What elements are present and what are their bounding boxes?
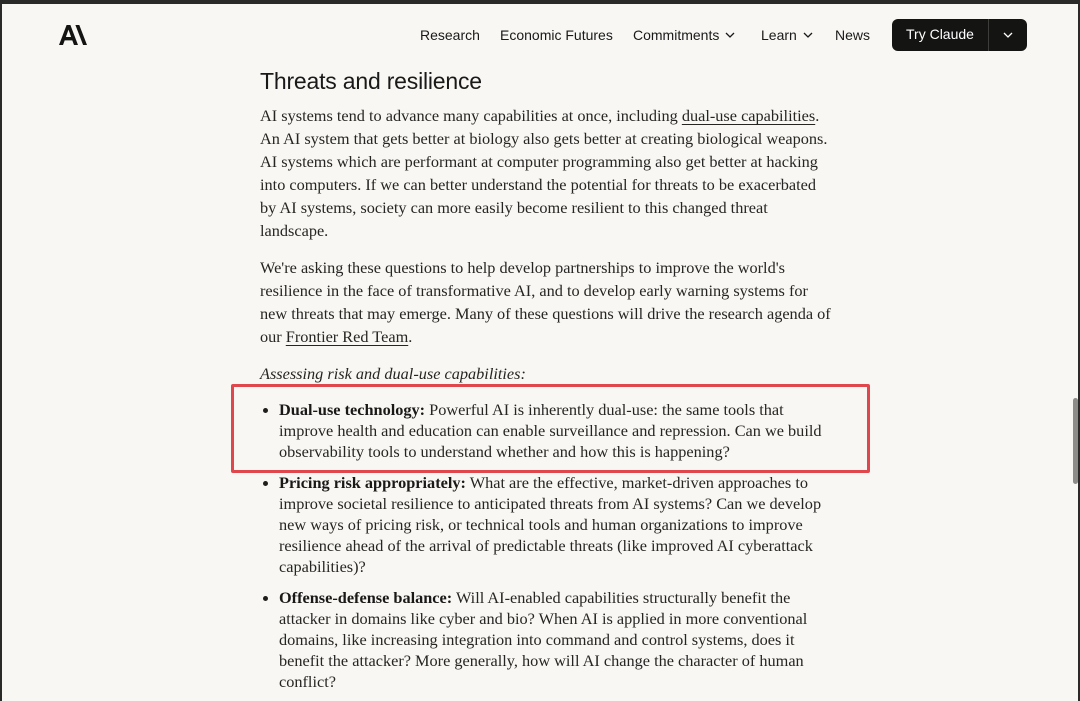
list-item-term: Pricing risk appropriately: [279,473,466,492]
anthropic-logo-icon [58,24,88,46]
chevron-down-icon [1003,31,1013,39]
try-claude-dropdown-button[interactable] [989,19,1027,51]
try-claude-button[interactable]: Try Claude [906,26,974,42]
nav-link-learn[interactable] [761,26,813,44]
list-intro-label: Assessing risk and dual-use capabilities: [260,364,526,383]
list-item-description: Will AI-enabled capabilities structurally benefit the attacker in domains like cyber and bio? When AI is applied in more conventional domains, like increasing integration into command and control systems, does it benefit the attacker? More generally, how will AI change the character of human conflict? [279,588,808,691]
paragraph-text: We're asking these questions to help develop partnerships to improve the world's resilience in the face of transformative AI, and to develop early warning systems for new threats that may emerge. Many of these questions will drive the research agenda of our [260,258,831,346]
paragraph-text: . [408,327,413,346]
nav-link-commitments-label: Commitments [633,27,720,43]
nav-link-learn-label: Learn [761,27,797,43]
paragraph-text: . An AI system that gets better at biology also gets better at creating biological weapons. AI systems which are performant at computer programming also get better at hacking into computers. If we can better understand the potential for threats to be exacerbated by AI systems, society can more easily become resilient to this changed threat landscape. [260,106,828,240]
nav-link-research[interactable]: Research [420,27,480,43]
nav-link-economic-futures[interactable]: Economic Futures [500,27,613,43]
list-item-text [279,399,831,462]
nav-link-commitments[interactable] [633,26,735,44]
chevron-down-icon [725,31,735,39]
paragraph-text: AI systems tend to advance many capabilities at once, including [260,106,682,125]
chevron-down-icon [803,31,813,39]
list-item-text [279,587,831,692]
section-heading: Threats and resilience [260,68,482,94]
list-item-term: Dual-use technology: [279,400,426,419]
browser-viewport [2,4,1078,701]
top-navigation [2,4,1078,66]
list-item-description: Powerful AI is inherently dual-use: the same tools that improve health and education can enable surveillance and repression. Can we build observability tools to understand whether and how this is happening? [279,400,822,461]
frontier-red-team-link[interactable]: Frontier Red Team [285,327,409,346]
bullet-icon [263,481,268,486]
intro-paragraph [260,104,834,242]
partnerships-paragraph [260,256,834,348]
try-claude-button-group [892,19,1027,51]
list-item-description: What are the effective, market-driven approaches to improve societal resilience to anticipated threats from AI systems? Can we develop new ways of pricing risk, or technical tools and human organizations to improve resilience ahead of the arrival of predictable threats (like improved AI cyberattack capabilities)? [279,473,822,576]
dual-use-capabilities-link[interactable]: dual-use capabilities [681,106,816,125]
list-item-text [279,472,831,577]
scrollbar-thumb[interactable] [1073,398,1078,484]
list-item-term: Offense-defense balance: [279,588,453,607]
anthropic-logo[interactable] [58,24,88,46]
bullet-icon [263,408,268,413]
nav-link-news[interactable]: News [835,27,871,43]
bullet-icon [263,596,268,601]
